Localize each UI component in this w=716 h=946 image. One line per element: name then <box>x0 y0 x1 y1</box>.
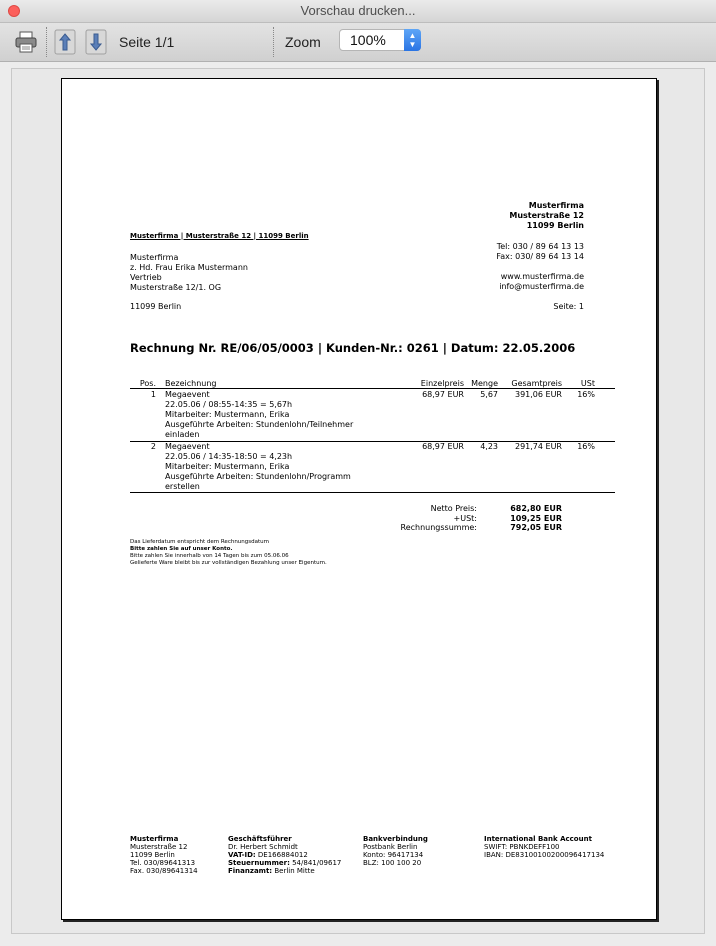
col-header-pos: Pos. <box>139 379 156 388</box>
row-desc-line: 22.05.06 / 14:35-18:50 = 4,23h <box>165 452 293 461</box>
invoice-total-label: Rechnungssumme: <box>400 523 477 532</box>
row-desc-line: Ausgeführte Arbeiten: Stundenlohn/Programm <box>165 472 351 481</box>
zoom-select[interactable] <box>339 29 421 51</box>
row-desc-line: Megaevent <box>165 390 210 399</box>
row-desc-line: Mitarbeiter: Mustermann, Erika <box>165 462 290 471</box>
row-pos: 2 <box>150 442 156 451</box>
net-price-label: Netto Preis: <box>430 504 477 513</box>
title-bar <box>0 0 716 23</box>
footer-line: Musterstraße 12 <box>130 843 188 851</box>
table-end-rule <box>130 492 615 493</box>
contact-email: info@musterfirma.de <box>499 282 584 291</box>
footer-line: SWIFT: PBNKDEFF100 <box>484 843 560 851</box>
previous-page-icon[interactable] <box>54 29 78 55</box>
footer-title: Bankverbindung <box>363 835 428 843</box>
recipient-line-3: Vertrieb <box>130 273 162 282</box>
sender-line: Musterfirma | Musterstraße 12 | 11099 Berlin <box>130 232 309 240</box>
footer-line: IBAN: DE83100100200096417134 <box>484 851 605 859</box>
note-ownership: Gelieferte Ware bleibt bis zur vollständigen Bezahlung unser Eigentum. <box>130 560 327 566</box>
toolbar <box>0 23 716 62</box>
footer-tax-number: Steuernummer: 54/841/09617 <box>228 859 342 867</box>
footer-title: Geschäftsführer <box>228 835 292 843</box>
row-unit-price: 68,97 EUR <box>422 390 464 399</box>
note-payment-term: Bitte zahlen Sie innerhalb von 14 Tagen bis zum 05.06.06 <box>130 553 289 559</box>
zoom-label: Zoom <box>285 34 321 50</box>
row-desc-line: Megaevent <box>165 442 210 451</box>
invoice-heading: Rechnung Nr. RE/06/05/0003 | Kunden-Nr.: 0261 | Datum: 22.05.2006 <box>130 341 576 355</box>
row-tax: 16% <box>577 442 595 451</box>
footer-vat: VAT-ID: DE166884012 <box>228 851 308 859</box>
recipient-city: 11099 Berlin <box>130 302 182 311</box>
net-price-value: 682,80 EUR <box>510 504 562 513</box>
contact-tel: Tel: 030 / 89 64 13 13 <box>496 242 584 251</box>
row-unit-price: 68,97 EUR <box>422 442 464 451</box>
page-info: Seite: 1 <box>553 302 584 311</box>
footer-line: 11099 Berlin <box>130 851 175 859</box>
row-total: 291,74 EUR <box>514 442 562 451</box>
page-indicator: Seite 1/1 <box>119 34 175 50</box>
note-delivery-date: Das Lieferdatum entspricht dem Rechnungsdatum <box>130 539 270 545</box>
row-desc-line: Ausgeführte Arbeiten: Stundenlohn/Teilnehmer <box>165 420 354 429</box>
row-desc-line: 22.05.06 / 08:55-14:35 = 5,67h <box>165 400 293 409</box>
print-icon[interactable] <box>14 29 38 55</box>
recipient-line-4: Musterstraße 12/1. OG <box>130 283 222 292</box>
company-city: 11099 Berlin <box>526 221 584 230</box>
table-header-rule <box>130 388 615 389</box>
footer-line: Tel. 030/89641313 <box>130 859 196 867</box>
toolbar-separator <box>273 27 274 57</box>
chevron-up-down-icon[interactable]: ▲ ▼ <box>404 29 421 51</box>
document-page <box>61 78 657 920</box>
col-header-unit: Einzelpreis <box>420 379 464 388</box>
row-total: 391,06 EUR <box>514 390 562 399</box>
footer-line: Postbank Berlin <box>363 843 418 851</box>
zoom-value: 100% <box>350 32 386 48</box>
row-desc-line: Mitarbeiter: Mustermann, Erika <box>165 410 290 419</box>
footer-line: BLZ: 100 100 20 <box>363 859 422 867</box>
company-street: Musterstraße 12 <box>509 211 584 220</box>
footer-tax-office: Finanzamt: Berlin Mitte <box>228 867 315 875</box>
company-name: Musterfirma <box>528 201 584 210</box>
recipient-line-2: z. Hd. Frau Erika Mustermann <box>130 263 248 272</box>
footer-title: Musterfirma <box>130 835 179 843</box>
footer-line: Konto: 96417134 <box>363 851 424 859</box>
recipient-line-1: Musterfirma <box>130 253 179 262</box>
contact-fax: Fax: 030/ 89 64 13 14 <box>496 252 584 261</box>
contact-web: www.musterfirma.de <box>500 272 584 281</box>
invoice-total-value: 792,05 EUR <box>510 523 562 532</box>
col-header-total: Gesamtpreis <box>511 379 562 388</box>
next-page-icon[interactable] <box>85 29 109 55</box>
footer-title: International Bank Account <box>484 835 592 843</box>
row-desc-line: einladen <box>165 430 200 439</box>
col-header-qty: Menge <box>471 379 498 388</box>
toolbar-separator <box>46 27 47 57</box>
note-pay-account: Bitte zahlen Sie auf unser Konto. <box>130 546 233 552</box>
col-header-tax: USt <box>580 379 595 388</box>
tax-label: +USt: <box>453 514 477 523</box>
window-title: Vorschau drucken... <box>300 3 416 18</box>
col-header-desc: Bezeichnung <box>165 379 217 388</box>
footer-line: Fax. 030/89641314 <box>130 867 198 875</box>
row-qty: 5,67 <box>480 390 498 399</box>
row-tax: 16% <box>577 390 595 399</box>
tax-value: 109,25 EUR <box>510 514 562 523</box>
row-qty: 4,23 <box>480 442 498 451</box>
footer-line: Dr. Herbert Schmidt <box>228 843 298 851</box>
row-pos: 1 <box>150 390 156 399</box>
row-desc-line: erstellen <box>165 482 200 491</box>
